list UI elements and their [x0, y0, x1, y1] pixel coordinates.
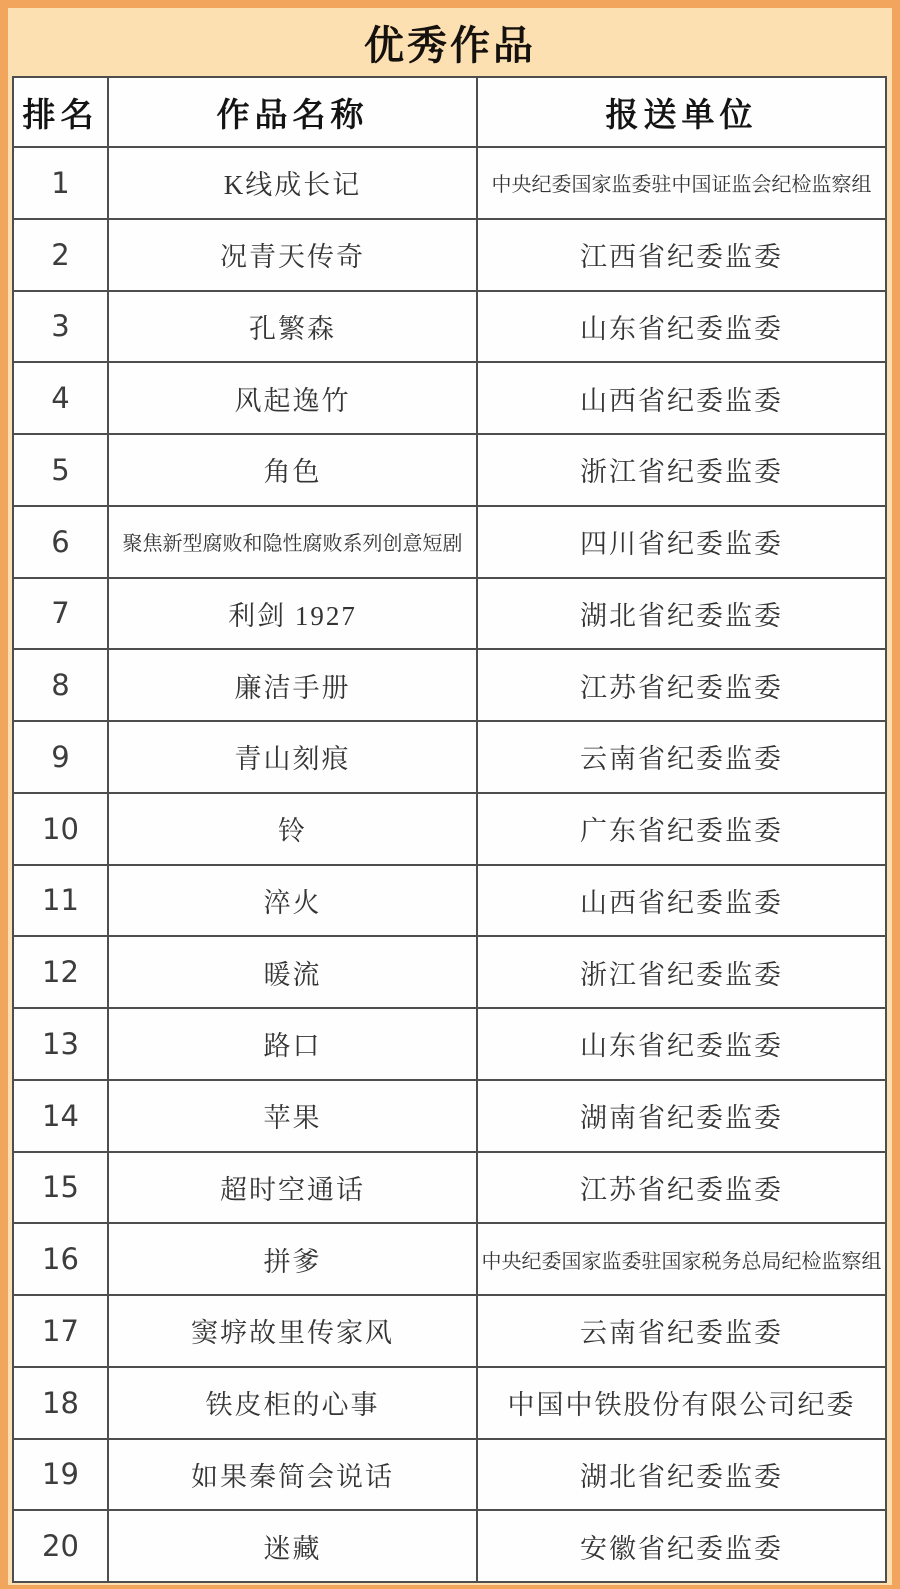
work-title-cell: 孔繁森: [108, 291, 477, 363]
work-title-cell: K线成长记: [108, 147, 477, 219]
work-title-cell: 铃: [108, 793, 477, 865]
unit-cell: 中央纪委国家监委驻国家税务总局纪检监察组: [477, 1223, 886, 1295]
work-title-cell: 淬火: [108, 865, 477, 937]
rank-cell: 16: [13, 1223, 108, 1295]
table-row: [13, 865, 886, 937]
table-row: [13, 434, 886, 506]
rank-cell: 2: [13, 219, 108, 291]
work-title-cell: 迷藏: [108, 1510, 477, 1582]
unit-cell: 中央纪委国家监委驻中国证监会纪检监察组: [477, 147, 886, 219]
work-title-cell: 铁皮柜的心事: [108, 1367, 477, 1439]
rank-cell: 5: [13, 434, 108, 506]
rank-cell: 10: [13, 793, 108, 865]
table-row: [13, 1008, 886, 1080]
title-band: [8, 8, 892, 76]
work-title-cell: 角色: [108, 434, 477, 506]
rank-cell: 20: [13, 1510, 108, 1582]
table-row: [13, 1152, 886, 1224]
table-row: [13, 578, 886, 650]
table-row: [13, 506, 886, 578]
table-row: [13, 1295, 886, 1367]
unit-cell: 山西省纪委监委: [477, 865, 886, 937]
unit-cell: 江苏省纪委监委: [477, 1152, 886, 1224]
table-row: [13, 1080, 886, 1152]
unit-cell: 湖北省纪委监委: [477, 578, 886, 650]
rank-cell: 19: [13, 1439, 108, 1511]
table-row: [13, 793, 886, 865]
unit-cell: 浙江省纪委监委: [477, 936, 886, 1008]
work-title-cell: 风起逸竹: [108, 362, 477, 434]
rank-cell: 18: [13, 1367, 108, 1439]
unit-cell: 广东省纪委监委: [477, 793, 886, 865]
unit-cell: 云南省纪委监委: [477, 721, 886, 793]
work-title-cell: 暖流: [108, 936, 477, 1008]
table-row: [13, 1223, 886, 1295]
table-row: [13, 1367, 886, 1439]
rank-cell: 13: [13, 1008, 108, 1080]
unit-cell: 山西省纪委监委: [477, 362, 886, 434]
rank-cell: 6: [13, 506, 108, 578]
work-title-cell: 如果秦简会说话: [108, 1439, 477, 1511]
work-title-cell: 廉洁手册: [108, 649, 477, 721]
work-title-cell: 路口: [108, 1008, 477, 1080]
rank-cell: 11: [13, 865, 108, 937]
rank-cell: 4: [13, 362, 108, 434]
table-row: [13, 649, 886, 721]
rank-cell: 14: [13, 1080, 108, 1152]
page-title: 优秀作品: [364, 22, 536, 68]
unit-cell: 江西省纪委监委: [477, 219, 886, 291]
rank-cell: 1: [13, 147, 108, 219]
rank-cell: 7: [13, 578, 108, 650]
header-row: [13, 77, 886, 147]
work-title-cell: 苹果: [108, 1080, 477, 1152]
work-title-cell: 况青天传奇: [108, 219, 477, 291]
rank-cell: 9: [13, 721, 108, 793]
column-header-unit: 报送单位: [477, 77, 886, 147]
work-title-cell: 超时空通话: [108, 1152, 477, 1224]
unit-cell: 山东省纪委监委: [477, 1008, 886, 1080]
work-title-cell: 青山刻痕: [108, 721, 477, 793]
table-row: [13, 219, 886, 291]
unit-cell: 江苏省纪委监委: [477, 649, 886, 721]
table-row: [13, 1510, 886, 1582]
unit-cell: 山东省纪委监委: [477, 291, 886, 363]
unit-cell: 云南省纪委监委: [477, 1295, 886, 1367]
column-header-work-title: 作品名称: [108, 77, 477, 147]
work-title-cell: 利剑 1927: [108, 578, 477, 650]
work-title-cell: 聚焦新型腐败和隐性腐败系列创意短剧: [108, 506, 477, 578]
table-row: [13, 936, 886, 1008]
table-row: [13, 1439, 886, 1511]
rank-cell: 3: [13, 291, 108, 363]
unit-cell: 中国中铁股份有限公司纪委: [477, 1367, 886, 1439]
column-header-rank: 排名: [13, 77, 108, 147]
work-title-cell: 窦垿故里传家风: [108, 1295, 477, 1367]
unit-cell: 湖北省纪委监委: [477, 1439, 886, 1511]
unit-cell: 湖南省纪委监委: [477, 1080, 886, 1152]
rank-cell: 12: [13, 936, 108, 1008]
table-row: [13, 721, 886, 793]
table-row: [13, 147, 886, 219]
rank-cell: 17: [13, 1295, 108, 1367]
work-title-cell: 拼爹: [108, 1223, 477, 1295]
awards-table: [12, 76, 887, 1583]
unit-cell: 四川省纪委监委: [477, 506, 886, 578]
unit-cell: 浙江省纪委监委: [477, 434, 886, 506]
rank-cell: 8: [13, 649, 108, 721]
table-row: [13, 362, 886, 434]
rank-cell: 15: [13, 1152, 108, 1224]
table-row: [13, 291, 886, 363]
document-sheet: [8, 8, 892, 1585]
unit-cell: 安徽省纪委监委: [477, 1510, 886, 1582]
